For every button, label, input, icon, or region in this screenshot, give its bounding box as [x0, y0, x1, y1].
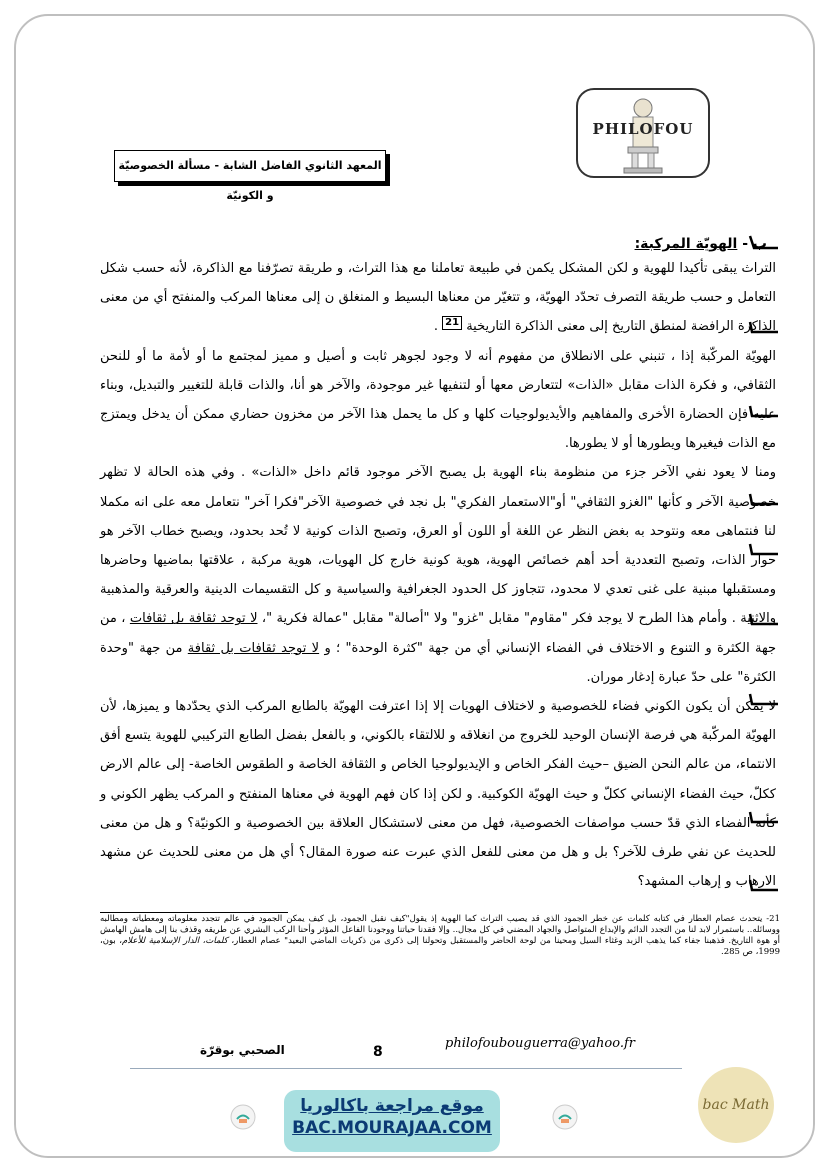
page-number: 8 [373, 1044, 383, 1060]
underlined-phrase: لا توجد ثقافة بل ثقافات [129, 611, 258, 627]
paragraph-text: التراث يبقى تأكيدا للهوية و لكن المشكل يكمن في طبيعة تعاملنا مع هذا التراث، و طريقة تصرّفنا مع الذاكرة، لأنه حسب شكل التعامل و حسب طريقة التصرف تحدّد الهويّة، و تتغيّر من معناها البسيط و المنغلق ن إلى معناها المركب والمنفتح أي من معنى الذاكرة الرافضة لمنطق التاريخ إلى معنى الذاكرة التاريخية [100, 261, 776, 335]
margin-stroke-icon [744, 490, 784, 510]
paragraph-text: من جهة "وحدة الكثرة" على حدّ عبارة إدغار موران. [100, 640, 776, 685]
section-title: الهويّة المركبة: [634, 236, 738, 252]
margin-stroke-icon [744, 808, 784, 828]
paragraph-text: لا يمكن أن يكون الكوني فضاء للخصوصية و لاختلاف الهويات إلا إذا اعترفت الهويّة بالطابع المركب الذي يحدّدها و يميزها، لأن الهويّة المركّبة هي فرصة الإنسان الوحيد للخروج من انغلاقه و للالتقاء بالكوني، و بالفعل بفضل الطابع التركيبي للهوية يتسع أفق الانتماء، من عالم النحن الضيق –حيث الفكر الخاص و الإيديولوجيا الخاص و الثقافة الخاصة و الطقوس الخاصة- إلى عالم الارض ككلّ، حيث الفضاء الإنساني ككلّ و حيث الهويّة الكوكبية. و لكن إذا كان فهم الهوية في معناها المنفتح و المركب يظهر الكوني و كأنه الفضاء الذي قدّ حسب مواصفات الخصوصية، فهل من معنى لاستشكال العلاقة بين الخصوصية و الكونيّة؟ و هل من معنى للحديث عن نفي طرف للآخر؟ بل و هل من معنى للفعل الذي عبرت عنه صورة المقال؟ أي هل من معنى للحديث عن مشهد الارهاب و إرهاب المشهد؟ [100, 699, 776, 890]
margin-stroke-icon [744, 232, 784, 252]
margin-stroke-icon [744, 540, 784, 560]
paragraph-end: . [433, 319, 438, 335]
paragraph [100, 692, 776, 896]
banner-url-link[interactable]: BAC.MOURAJAA.COM [292, 1118, 492, 1138]
paragraph [100, 342, 776, 459]
margin-stroke-icon [744, 402, 784, 422]
margin-stroke-icon [744, 318, 784, 338]
footnote-text: - يتحدث عصام العطار في كتابه كلمات عن خطر الجمود الذي قد يصيب التراث كما الهوية إذ يقول"كيف نقبل الجمود، بل كيف يمكن الجمود في عالم تتجدد معلوماته ومعطياته ومطالبه ووسائله.. باستمرار لابد لنا من التجدد الدائم والإبداع المتواصل والجهاد المضني في كل مجال.. وإلا فقدنا حياتنا ووجودنا الفاعل المؤثر وأحنا الركب البشري عن طريقه وقذف بنا إلى هامش الهامش أو هوة التاريخ. فذهبنا جفاء كما يذهب الزبد وغثاء السيل ومحينا من لوحة الحاضر والمستقبل وتحولنا إلى ذكرى من ذكريات الماضي البعيد" عصام العطار، [100, 914, 780, 946]
margin-stroke-icon [744, 610, 784, 630]
footnote-source: كلمات، الدار الإسلامية للأعلام [122, 936, 228, 946]
site-logo-icon [552, 1104, 578, 1130]
bac-math-badge: bac Math [698, 1067, 774, 1143]
footnote [100, 914, 780, 958]
philofou-logo [576, 88, 710, 178]
footnote-number: 21 [769, 914, 780, 924]
course-title: المعهد الثانوي الفاضل الشابة - مسألة الخصوصيّة و الكونيّة [118, 159, 382, 202]
section-marker: ب - [742, 236, 767, 252]
footnote-divider [100, 912, 288, 913]
underlined-phrase: لا توجد ثقافات بل ثقافة [187, 640, 320, 656]
course-title-box [114, 150, 386, 202]
footnote-text-end: ، بون، 1999، ص 285. [100, 936, 780, 957]
banner-arabic-title[interactable]: موقع مراجعة باكالوريا [300, 1096, 484, 1116]
margin-stroke-icon [744, 876, 784, 896]
paragraph [100, 458, 776, 692]
logo-wordmark: PHILOFOU [592, 120, 694, 138]
email-address[interactable]: philofoubouguerra@yahoo.fr [445, 1036, 635, 1051]
paragraph-text: الهويّة المركّبة إذا ، تنبني على الانطلاق من مفهوم أنه لا وجود لجوهر ثابت و أصيل و مميز لمجتمع ما أو لأمة ما أو للنحن الثقافي، و فكرة الذات مقابل «الذات» لتتعارض معها أو لتنفيها غير موجودة، والآخر هو أنا، والذات قابلة للتغيير والتبديل، وبناء عليه فإن الحضارة الأخرى والمفاهيم والأيديولوجيات كلها و كل ما يحمل هذا الآخر من مخزون حضاري ممكن أن يدخل ويمتزج مع الذات فيغيرها ويطورها أو لا يطورها. [100, 348, 776, 452]
footer-divider [130, 1068, 682, 1069]
paragraph-text: ومنا لا يعود نفي الآخر جزء من منظومة بناء الهوية بل يصبح الآخر موجود قائم داخل «الذات» . وفي هذه الحالة لا تظهر خصوصية الآخر و كأنها "الغزو الثقافي" أو"الاستعمار الفكري" بل نجد في خصوصية الآخر"فكرا آخر" نتعامل معه على انه مكملا لنا فنتماهى معه ونتوحد به بغض النظر عن اللغة أو اللون أو العرق، وتصبح الذات كونية لا تُحد بحدود، ويصبح خطاب الآخر هو حوار الذات، وتصبح التعددية أحد أهم خصائص الهوية، هوية كونية خارج كل الهويات، هوية مركبة ، علاقتها بماضيها وحاضرها ومستقبلها مبنية على غنى تعدي لا محدود، تتجاوز كل الحدود الجغرافية والسياسية و كل التقسيمات الدينية والعرقية والمذهبية والاثنية . وأمام هذا الطرح لا يوجد فكر "مقاوم" مقابل "غزو" ولا "أصالة" مقابل "عمالة فكرية "، [100, 465, 776, 627]
footnote-reference[interactable]: 21 [442, 316, 462, 330]
paragraph [100, 254, 776, 342]
paragraph-text: ، من جهة الكثرة و التنوع و الاختلاف في الفضاء الإنساني أي من جهة "كثرة الوحدة" ؛ و [100, 611, 777, 656]
margin-stroke-icon [744, 690, 784, 710]
main-text [100, 254, 776, 896]
site-logo-icon [230, 1104, 256, 1130]
site-banner[interactable] [284, 1090, 500, 1152]
author-name: الصحبي بوقرّة [200, 1043, 285, 1057]
